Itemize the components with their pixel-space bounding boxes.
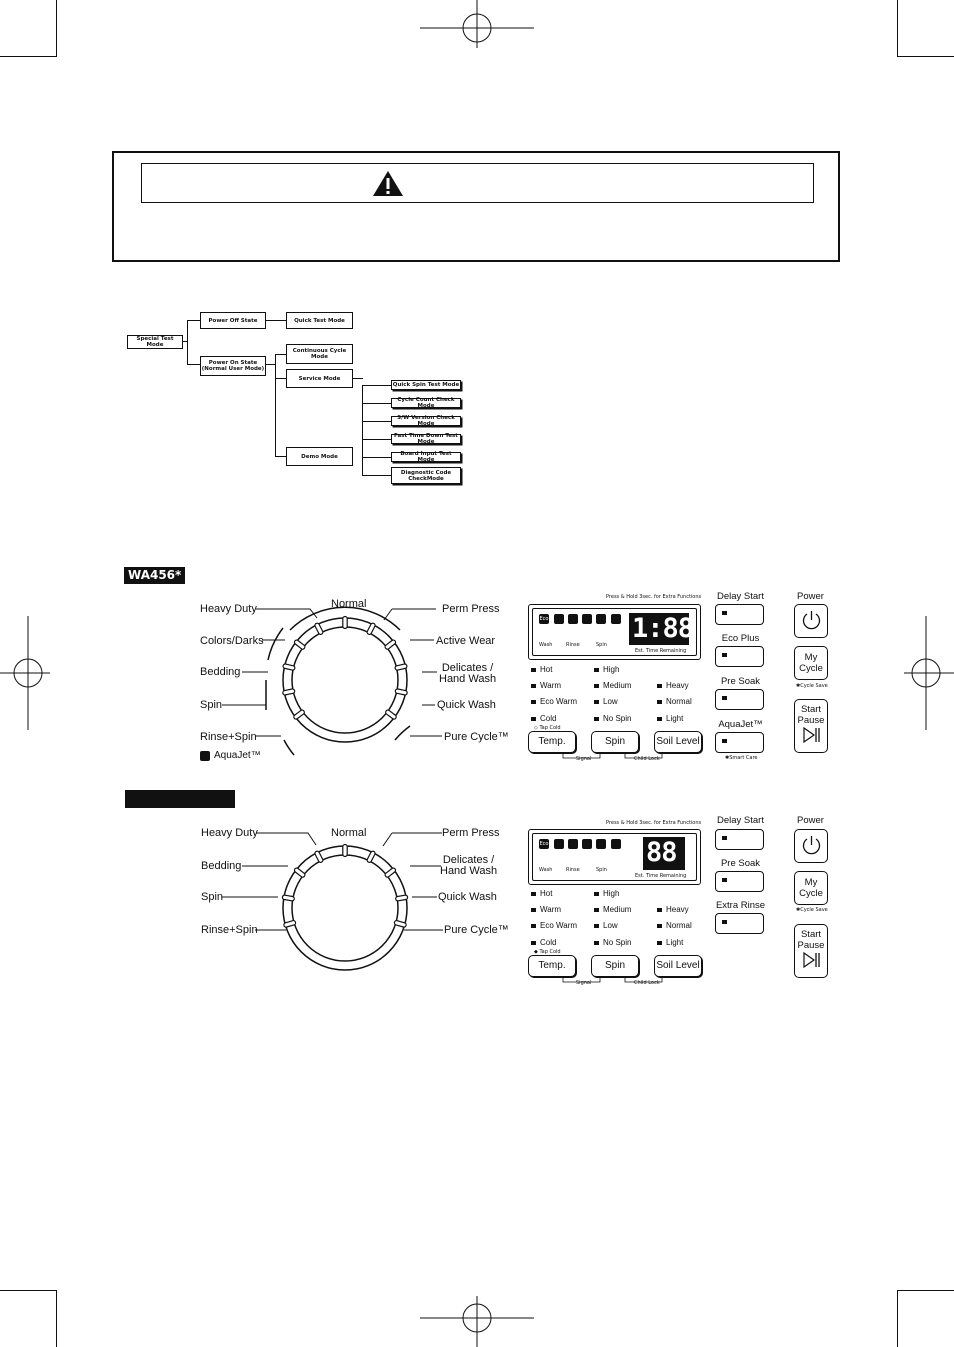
dial-label-spin[interactable]: Spin	[200, 699, 223, 711]
delay-start-button[interactable]	[715, 829, 764, 850]
aquajet-label: AquaJet™	[718, 719, 763, 730]
service-item-box: Quick Spin Test Mode	[392, 382, 460, 388]
dial-label-spin[interactable]: Spin	[201, 891, 224, 903]
service-item-box: S/W Version Check Mode	[391, 416, 461, 426]
my-cycle-button[interactable]: My Cycle	[794, 646, 828, 680]
play-pause-icon	[795, 951, 826, 969]
soil-option: Light	[657, 714, 683, 724]
smart-icon	[596, 839, 606, 849]
spin-option: Low	[594, 697, 618, 707]
dial-tick	[394, 920, 407, 928]
start-pause-button[interactable]: Start Pause	[794, 699, 828, 753]
dial-label-rinse-spin[interactable]: Rinse+Spin	[200, 731, 257, 743]
temp-option: Eco Warm	[531, 921, 577, 931]
extra-rinse-button[interactable]	[715, 913, 764, 934]
dial-label-heavy-duty[interactable]: Heavy Duty	[201, 827, 258, 839]
spin-indicator: Spin	[596, 642, 607, 648]
child-lock-label: Child Lock	[634, 980, 660, 986]
digit-display: 1:88	[629, 613, 689, 645]
soil-level-button[interactable]: Soil Level	[654, 955, 702, 977]
dial-tick	[294, 867, 306, 878]
soil-option: Heavy	[657, 905, 689, 915]
spin-option: No Spin	[594, 714, 631, 724]
temp-option: Hot	[531, 665, 552, 675]
soil-option: Normal	[657, 697, 692, 707]
temp-option: Cold	[531, 714, 556, 724]
dial-label-bedding[interactable]: Bedding	[200, 666, 241, 678]
power-on-box: Power On State (Normal User Mode)	[200, 356, 266, 376]
dial-label-normal[interactable]: Normal	[331, 827, 367, 839]
continuous-cycle-box: Continuous Cycle Mode	[286, 344, 353, 364]
temp-option: Eco Warm	[531, 697, 577, 707]
dial-label-delicates[interactable]: Delicates / Hand Wash	[440, 854, 498, 877]
service-item-box: Fast Time Down Test Mode	[391, 434, 461, 444]
power-off-box: Power Off State	[200, 312, 266, 329]
dial-tick	[283, 920, 296, 928]
pre-soak-button[interactable]	[715, 871, 764, 892]
sound-icon	[568, 839, 578, 849]
temp-option: Warm	[531, 905, 561, 915]
eco-icon: Eco	[539, 841, 549, 847]
pre-soak-label: Pre Soak	[720, 858, 761, 869]
lock-icon	[554, 839, 564, 849]
my-cycle-button[interactable]: My Cycle	[794, 871, 828, 905]
dial-tick	[366, 850, 375, 863]
temp-option: Hot	[531, 889, 552, 899]
dial-tick	[384, 867, 396, 878]
care-icon	[611, 839, 621, 849]
signal-label: Signal	[576, 756, 592, 762]
spin-option: Low	[594, 921, 618, 931]
spin-button[interactable]: Spin	[591, 955, 639, 977]
dial-label-bedding[interactable]: Bedding	[201, 860, 242, 872]
status-display	[528, 829, 701, 885]
power-label: Power	[797, 591, 824, 602]
dial-label-rinse-spin[interactable]: Rinse+Spin	[201, 924, 258, 936]
dial-label-colors-darks[interactable]: Colors/Darks	[200, 635, 264, 647]
quick-test-box: Quick Test Mode	[286, 312, 353, 329]
cycle-save-label: ✱Cycle Save	[796, 683, 828, 689]
tap-cold-label: ◇ Tap Cold	[534, 725, 561, 731]
est-time-label: Est. Time Remaining	[635, 648, 687, 654]
pre-soak-label: Pre Soak	[720, 676, 761, 687]
press-hold-note: Press & Hold 3sec. for Extra Functions	[606, 820, 702, 826]
dial-label-active-wear[interactable]: Active Wear	[436, 635, 496, 647]
power-label: Power	[797, 815, 824, 826]
press-hold-note: Press & Hold 3sec. for Extra Functions	[606, 594, 702, 600]
tap-cold-label: ◆ Tap Cold	[534, 949, 561, 955]
rinse-indicator: Rinse	[566, 867, 580, 873]
model-tag: WA456*	[124, 567, 185, 584]
service-item-box: Diagnostic Code CheckMode	[391, 467, 461, 484]
service-mode-box: Service Mode	[286, 369, 353, 388]
demo-mode-box: Demo Mode	[286, 447, 353, 466]
signal-label: Signal	[576, 980, 592, 986]
start-pause-button[interactable]: Start Pause	[794, 924, 828, 978]
wash-indicator: Wash	[539, 867, 553, 873]
service-item-box: Board Input Test Mode	[391, 452, 461, 462]
spin-option: High	[594, 665, 619, 675]
temp-button[interactable]: Temp.	[528, 731, 576, 753]
door-icon	[582, 839, 592, 849]
temp-option: Warm	[531, 681, 561, 691]
dial-label-aquajet: AquaJet™	[214, 750, 261, 761]
digit-display: 88	[643, 837, 685, 870]
soil-level-button[interactable]: Soil Level	[654, 731, 702, 753]
child-lock-label: Child Lock	[634, 756, 660, 762]
dial-tick	[314, 850, 323, 863]
temp-option: Cold	[531, 938, 556, 948]
service-item-box: Cycle Count Check Mode	[391, 398, 461, 408]
dial-label-delicates[interactable]: Delicates / Hand Wash	[439, 662, 497, 685]
special-test-mode-box: Special Test Mode	[127, 335, 183, 349]
spin-button[interactable]: Spin	[591, 731, 639, 753]
delay-start-label: Delay Start	[717, 591, 764, 602]
eco-icon: Eco	[539, 616, 549, 622]
cycle-save-label: ✱Cycle Save	[796, 907, 828, 913]
smart-care-label: ✱Smart Care	[725, 755, 758, 761]
dial-label-perm-press[interactable]: Perm Press	[442, 603, 500, 615]
dial-label-perm-press[interactable]: Perm Press	[442, 827, 500, 839]
power-icon	[796, 830, 827, 861]
spin-option: High	[594, 889, 619, 899]
dial-label-pure-cycle[interactable]: Pure Cycle™	[444, 731, 509, 743]
spin-option: Medium	[594, 905, 631, 915]
spin-option: Medium	[594, 681, 631, 691]
spin-option: No Spin	[594, 938, 631, 948]
soil-option: Normal	[657, 921, 692, 931]
dial-label-pure-cycle[interactable]: Pure Cycle™	[444, 924, 509, 936]
dial-label-quick-wash[interactable]: Quick Wash	[437, 699, 496, 711]
spin-indicator: Spin	[596, 867, 607, 873]
dial-label-heavy-duty[interactable]: Heavy Duty	[200, 603, 257, 615]
dial-label-quick-wash[interactable]: Quick Wash	[438, 891, 497, 903]
dial-label-normal[interactable]: Normal	[331, 598, 367, 610]
rinse-indicator: Rinse	[566, 642, 580, 648]
wash-indicator: Wash	[539, 642, 553, 648]
est-time-label: Est. Time Remaining	[635, 873, 687, 879]
eco-plus-label: Eco Plus	[721, 633, 760, 644]
delay-start-label: Delay Start	[717, 815, 764, 826]
temp-button[interactable]: Temp.	[528, 955, 576, 977]
soil-option: Heavy	[657, 681, 689, 691]
extra-rinse-label: Extra Rinse	[715, 900, 766, 911]
power-button[interactable]	[794, 829, 828, 863]
dial-tick	[343, 845, 347, 857]
soil-option: Light	[657, 938, 683, 948]
